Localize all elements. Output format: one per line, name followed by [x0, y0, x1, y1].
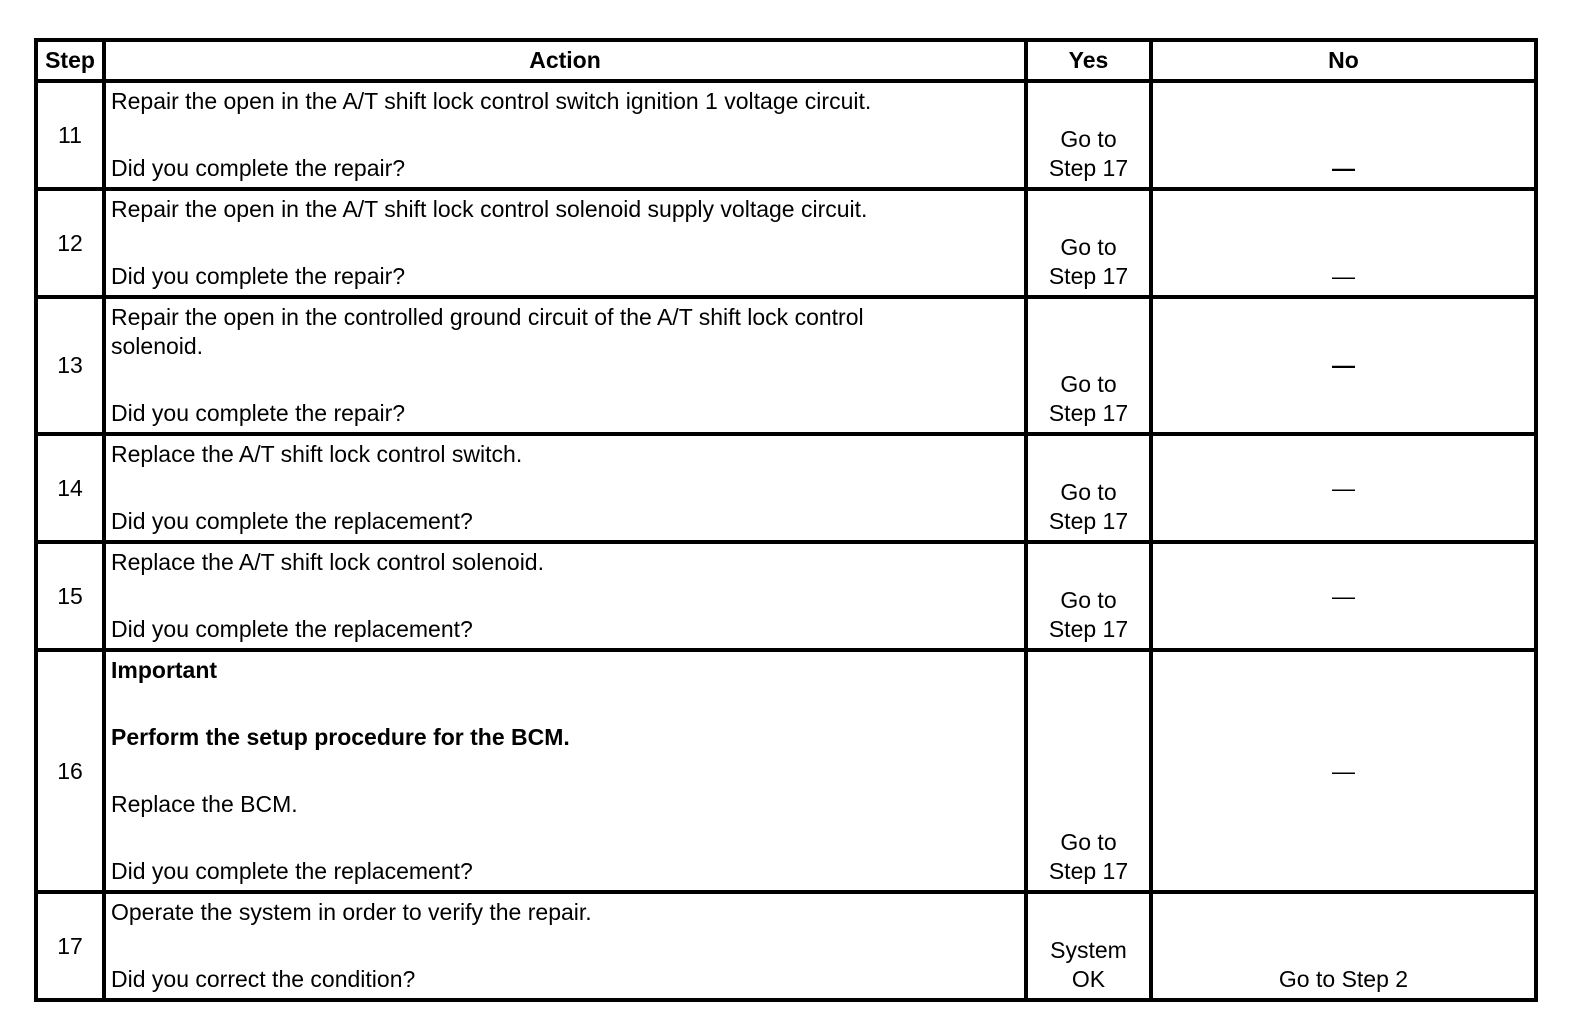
action-text: Replace the A/T shift lock control solenoid. [111, 549, 544, 575]
no-text: — [1332, 582, 1355, 609]
yes-text-line1: Go to [1060, 234, 1117, 260]
action-text: Repair the open in the A/T shift lock control switch ignition 1 voltage circuit. [111, 88, 872, 114]
table-row [36, 189, 1536, 297]
yes-text-line1: Go to [1060, 587, 1117, 613]
yes-text-line1: Go to [1060, 829, 1117, 855]
action-cell [104, 297, 1026, 434]
no-text: — [1332, 757, 1355, 784]
yes-cell [1026, 650, 1151, 892]
yes-cell [1026, 892, 1151, 1000]
no-text: — [1332, 263, 1355, 289]
header-no: No [1151, 40, 1536, 81]
action-cell [104, 81, 1026, 189]
no-text: — [1332, 474, 1355, 501]
yes-text-line1: Go to [1060, 371, 1117, 397]
action-cell [104, 892, 1026, 1000]
no-cell [1151, 650, 1536, 892]
table-row [36, 81, 1536, 189]
action-text-cont: solenoid. [111, 333, 204, 359]
header-row [36, 40, 1536, 81]
yes-text-line2: Step 17 [1048, 400, 1129, 426]
action-text: Replace the BCM. [111, 791, 298, 817]
step-number: 14 [36, 434, 104, 542]
action-text: Repair the open in the A/T shift lock control solenoid supply voltage circuit. [111, 196, 868, 222]
action-cell [104, 650, 1026, 892]
yes-cell [1026, 189, 1151, 297]
action-question: Did you correct the condition? [111, 966, 416, 992]
yes-cell [1026, 434, 1151, 542]
action-question: Did you complete the replacement? [111, 858, 473, 884]
no-cell [1151, 297, 1536, 434]
yes-cell [1026, 297, 1151, 434]
step-number: 12 [36, 189, 104, 297]
yes-text-line2: OK [1071, 966, 1106, 992]
header-step: Step [36, 40, 104, 81]
yes-cell [1026, 81, 1151, 189]
action-question: Did you complete the repair? [111, 155, 406, 181]
step-number: 11 [36, 81, 104, 189]
no-cell [1151, 892, 1536, 1000]
table-row [36, 892, 1536, 1000]
action-question: Did you complete the repair? [111, 263, 406, 289]
action-cell [104, 542, 1026, 650]
no-text: — [1332, 352, 1355, 378]
important-heading: Important [111, 657, 218, 683]
table-row [36, 542, 1536, 650]
action-text: Operate the system in order to verify the repair. [111, 899, 592, 925]
action-cell [104, 189, 1026, 297]
yes-text-line2: Step 17 [1048, 508, 1129, 534]
yes-text-line1: Go to [1060, 479, 1117, 505]
yes-text-line2: Step 17 [1048, 263, 1129, 289]
action-question: Did you complete the replacement? [111, 508, 473, 534]
step-number: 16 [36, 650, 104, 892]
table-row [36, 297, 1536, 434]
step-number: 17 [36, 892, 104, 1000]
yes-text-line2: Step 17 [1048, 155, 1129, 181]
yes-cell [1026, 542, 1151, 650]
action-text: Replace the A/T shift lock control switch. [111, 441, 523, 467]
action-text: Repair the open in the controlled ground circuit of the A/T shift lock control [111, 304, 864, 330]
action-cell [104, 434, 1026, 542]
yes-text-line2: Step 17 [1048, 858, 1129, 884]
yes-text-line1: System [1050, 937, 1127, 963]
header-action: Action [104, 40, 1026, 81]
diagnostic-table [34, 38, 1538, 1002]
no-text: — [1332, 155, 1355, 181]
table-row [36, 650, 1536, 892]
no-text: Go to Step 2 [1278, 966, 1409, 992]
no-cell [1151, 189, 1536, 297]
step-number: 13 [36, 297, 104, 434]
no-cell [1151, 542, 1536, 650]
header-yes: Yes [1026, 40, 1151, 81]
no-cell [1151, 434, 1536, 542]
yes-text-line1: Go to [1060, 126, 1117, 152]
important-text: Perform the setup procedure for the BCM. [111, 724, 570, 750]
step-number: 15 [36, 542, 104, 650]
yes-text-line2: Step 17 [1048, 616, 1129, 642]
table-row [36, 434, 1536, 542]
no-cell [1151, 81, 1536, 189]
action-question: Did you complete the repair? [111, 400, 406, 426]
action-question: Did you complete the replacement? [111, 616, 473, 642]
